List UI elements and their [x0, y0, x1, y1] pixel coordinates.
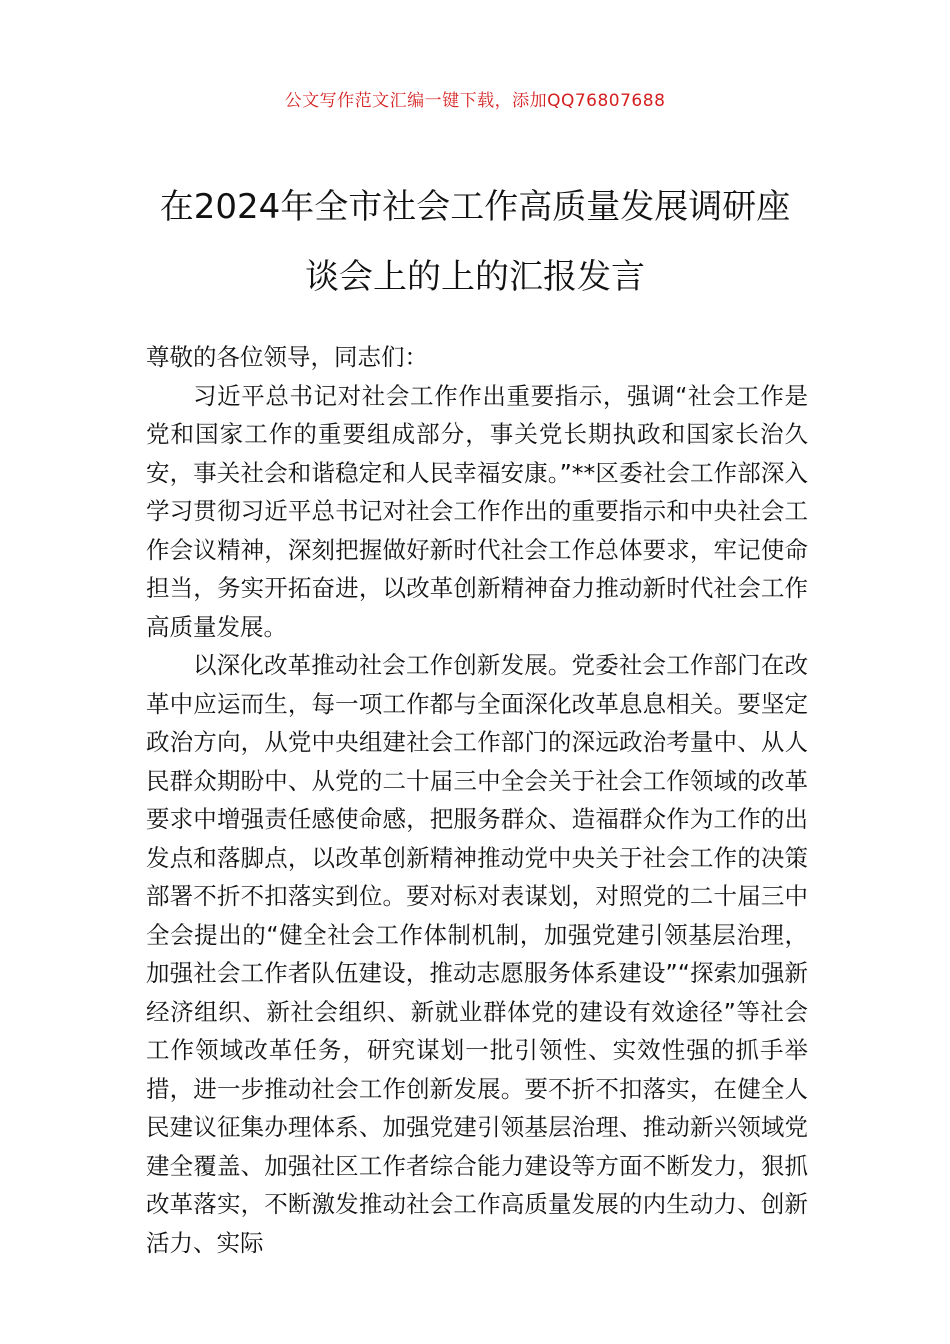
- document-body: [146, 338, 808, 1262]
- title-line-1: 在2024年全市社会工作高质量发展调研座: [159, 187, 791, 227]
- paragraph-1: 习近平总书记对社会工作作出重要指示，强调“社会工作是党和国家工作的重要组成部分，事关党长期执政和国家长治久安，事关社会和谐稳定和人民幸福安康。”**区委社会工作部深入学习贯彻习近平总书记对社会工作作出的重要指示和中央社会工作会议精神，深刻把握做好新时代社会工作总体要求，牢记使命担当，务实开拓奋进，以改革创新精神奋力推动新时代社会工作高质量发展。: [146, 381, 808, 641]
- paragraph-2: 以深化改革推动社会工作创新发展。党委社会工作部门在改革中应运而生，每一项工作都与全面深化改革息息相关。要坚定政治方向，从党中央组建社会工作部门的深远政治考量中、从人民群众期盼中、从党的二十届三中全会关于社会工作领域的改革要求中增强责任感使命感，把服务群众、造福群众作为工作的出发点和落脚点，以改革创新精神推动党中央关于社会工作的决策部署不折不扣落实到位。要对标对表谋划，对照党的二十届三中全会提出的“健全社会工作体制机制，加强党建引领基层治理，加强社会工作者队伍建设，推动志愿服务体系建设”“探索加强新经济组织、新社会组织、新就业群体党的建设有效途径”等社会工作领域改革任务，研究谋划一批引领性、实效性强的抓手举措，进一步推动社会工作创新发展。要不折不扣落实，在健全人民建议征集办理体系、加强党建引领基层治理、推动新兴领域党建全覆盖、加强社区工作者综合能力建设等方面不断发力，狠抓改革落实，不断激发推动社会工作高质量发展的内生动力、创新活力、实际: [146, 651, 808, 1257]
- download-notice: 公文写作范文汇编一键下载，添加QQ76807688: [284, 91, 666, 111]
- salutation: 尊敬的各位领导，同志们：: [146, 343, 428, 371]
- title-line-2: 谈会上的上的汇报发言: [305, 257, 645, 297]
- document-title: [140, 172, 810, 312]
